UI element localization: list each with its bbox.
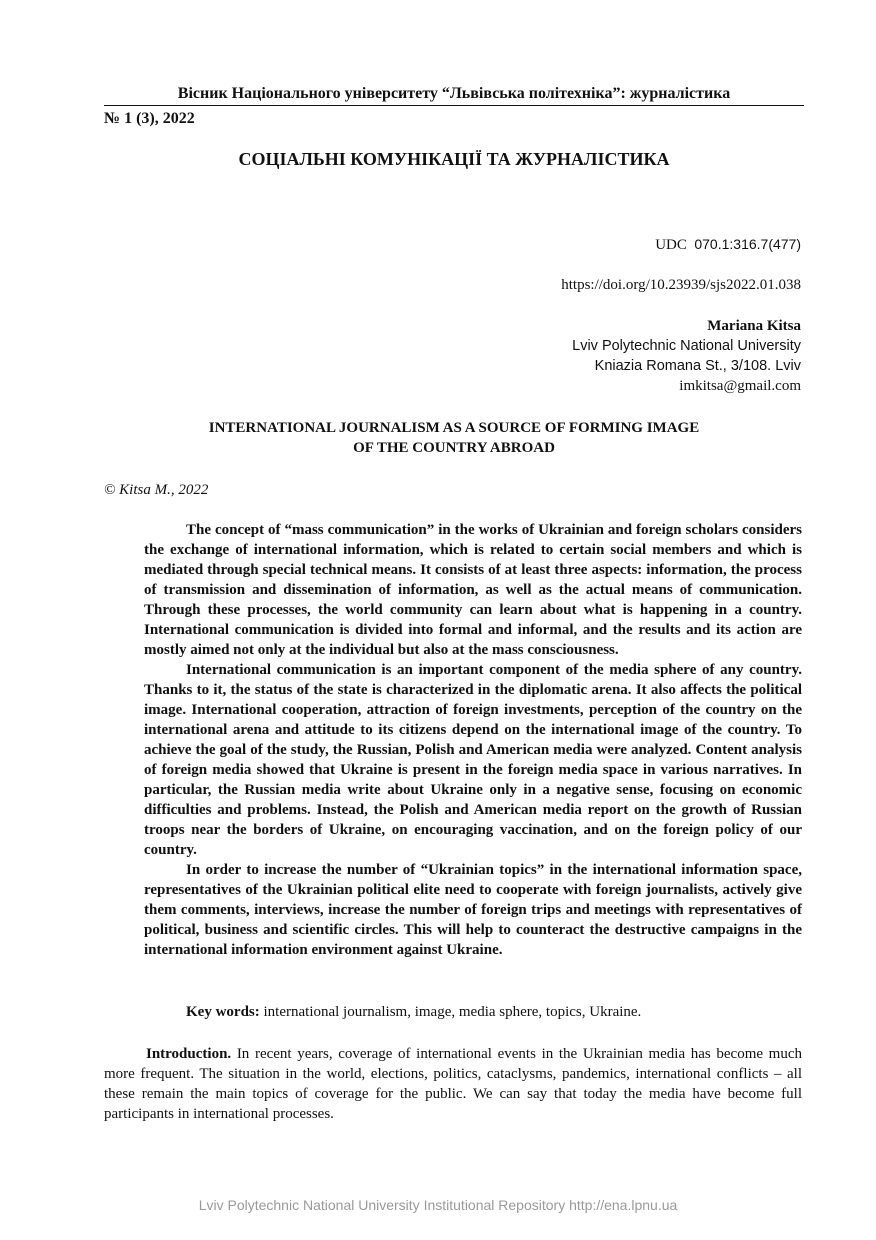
keywords [186, 1002, 641, 1022]
header-divider [104, 105, 804, 106]
abstract [144, 520, 802, 960]
introduction-text: In recent years, coverage of international events in the Ukrainian media has become much more frequent. The situation in the world, elections, politics, cataclysms, pandemics, international conflicts – all these remain the main topics of coverage for the public. We can say that today the media have become full participants in international processes. [104, 1046, 802, 1122]
copyright-notice: © Kitsa M., 2022 [104, 482, 209, 498]
udc-line [655, 234, 801, 255]
introduction-paragraph [104, 1044, 802, 1124]
udc-label: UDC [655, 237, 687, 253]
keywords-label: Key words: [186, 1004, 260, 1020]
journal-title: Вісник Національного університету “Львівська політехніка”: журналістика [177, 85, 731, 102]
section-title: СОЦІАЛЬНІ КОМУНІКАЦІЇ ТА ЖУРНАЛІСТИКА [238, 149, 670, 169]
doi-link[interactable]: https://doi.org/10.23939/sjs2022.01.038 [561, 277, 801, 293]
keywords-text: international journalism, image, media sphere, topics, Ukraine. [259, 1004, 642, 1020]
abstract-paragraph-2: International communication is an important component of the media sphere of any country. Thanks to it, the status of the state is characterized in the diplomatic arena. It also affects the political image. International cooperation, attraction of foreign investments, perception of the country on the international arena and attitude to its citizens depend on the international image of the country. To achieve the goal of the study, the Russian, Polish and American media were analyzed. Content analysis of foreign media showed that Ukraine is present in the foreign media space in various narratives. In particular, the Russian media write about Ukraine only in a negative sense, focusing on economic difficulties and problems. Instead, the Polish and American media report on the growth of Russian troops near the borders of Ukraine, on encouraging vaccination, and on the foreign policy of our country. [144, 662, 802, 858]
issue-number: № 1 (3), 2022 [104, 110, 195, 127]
paper-title-line-2: OF THE COUNTRY ABROAD [353, 440, 555, 456]
paper-title-line-1: INTERNATIONAL JOURNALISM AS A SOURCE OF FORMING IMAGE [208, 420, 700, 436]
author-address: Kniazia Romana St., 3/108. Lviv [594, 358, 801, 374]
author-affiliation: Lviv Polytechnic National University [572, 338, 801, 354]
author-block [572, 316, 801, 396]
udc-code: 070.1:316.7(477) [694, 236, 801, 252]
author-name: Mariana Kitsa [707, 318, 801, 334]
abstract-paragraph-3: In order to increase the number of “Ukrainian topics” in the international information space, representatives of the Ukrainian political elite need to cooperate with foreign journalists, actively give them comments, interviews, increase the number of foreign trips and meetings with representatives of political, business and scientific circles. This will help to counteract the destructive campaigns in the international information environment against Ukraine. [144, 862, 802, 958]
paper-title [104, 418, 804, 458]
repository-footer: Lviv Polytechnic National University Institutional Repository http://ena.lpnu.ua [198, 1197, 678, 1213]
author-email[interactable]: imkitsa@gmail.com [679, 378, 801, 394]
introduction-label: Introduction. [146, 1046, 232, 1062]
abstract-paragraph-1: The concept of “mass communication” in the works of Ukrainian and foreign scholars considers the exchange of international information, which is related to certain social members and which is mediated through special technical means. It consists of at least three aspects: information, the process of transmission and dissemination of information, as well as the actual means of communication. Through these processes, the world community can learn about what is happening in a country. International communication is divided into formal and informal, and the results and its action are mostly aimed not only at the individual but also at the mass consciousness. [144, 522, 802, 658]
